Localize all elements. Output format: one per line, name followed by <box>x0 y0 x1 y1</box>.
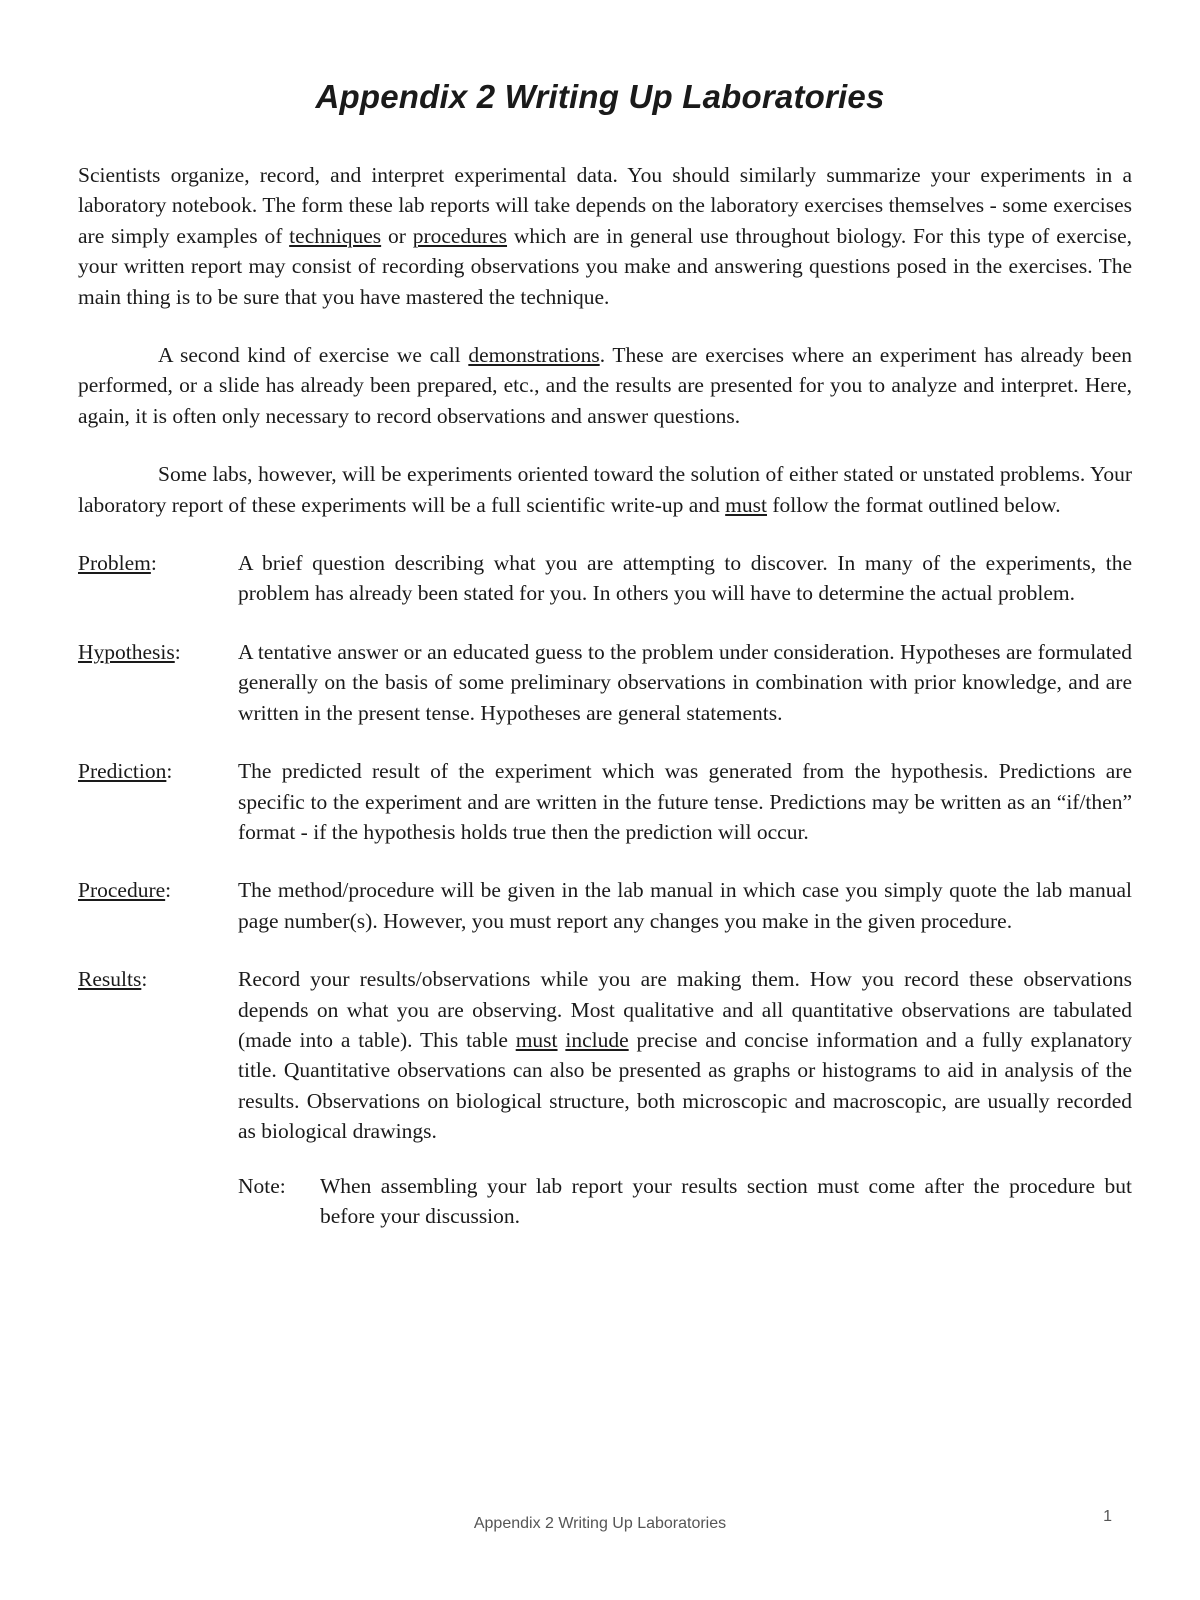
underlined-term-must: must <box>515 1027 558 1052</box>
section-term <box>78 756 172 786</box>
term-colon: : <box>141 967 148 992</box>
section-procedure <box>78 875 1132 936</box>
term-colon: : <box>166 759 173 784</box>
term-prediction: Prediction <box>78 759 167 784</box>
term-colon: : <box>165 878 172 903</box>
term-hypothesis: Hypothesis <box>78 639 175 664</box>
section-description <box>238 964 1132 1146</box>
term-problem: Problem <box>78 551 151 576</box>
intro-paragraph <box>78 160 1132 312</box>
section-problem <box>78 548 1132 609</box>
page-title: Appendix 2 Writing Up Laboratories <box>315 78 885 115</box>
section-term <box>78 637 181 667</box>
text-run: precise and concise information and a fully explanatory title. Quantitative observations can also be presented as graphs or histograms to aid in analysis of the results. Observations on biological structure, both microscopic and macroscopic, are usually recorded as biological drawings. <box>238 1027 1132 1144</box>
note-text: When assembling your lab report your results section must come after the procedure but before your discussion. <box>320 1173 1132 1228</box>
section-term <box>78 548 157 578</box>
section-description: The predicted result of the experiment which was generated from the hypothesis. Predictions are specific to the experiment and are written in the future tense. Predictions may be written as an “if/then” format - if the hypothesis holds true then the prediction will occur. <box>238 759 1132 844</box>
section-results <box>78 964 1132 1146</box>
term-colon: : <box>174 639 181 664</box>
section-term <box>78 964 147 994</box>
underlined-term-must: must <box>725 492 767 517</box>
text-run: or <box>381 223 413 248</box>
text-run: . These are exercises where an experiment has already been performed, or a slide has already been prepared, etc., and the results are presented for you to analyze and interpret. Here, again, it is often only necessary to record observations and answer questions. <box>78 343 1132 428</box>
page-number: 1 <box>1103 1508 1112 1525</box>
note-label: Note: <box>238 1173 286 1198</box>
text-run: Record your results/observations while you are making them. How you record these observations depends on what you are observing. Most qualitative and all quantitative observations are tabulated (made into a table). This table <box>238 967 1132 1052</box>
term-results: Results <box>78 967 142 992</box>
section-description: A tentative answer or an educated guess to the problem under consideration. Hypotheses are formulated generally on the basis of some preliminary observations in combination with prior knowledge, and are written in the present tense. Hypotheses are general statements. <box>238 639 1132 725</box>
page-footer: Appendix 2 Writing Up Laboratories <box>473 1515 727 1532</box>
text-run: follow the format outlined below. <box>767 492 1061 517</box>
text-run: Scientists organize, record, and interpret experimental data. You should similarly summarize your experiments in a laboratory notebook. The form these lab reports will take depends on the laboratory exercises themselves - some exercises are simply examples of <box>78 163 1132 248</box>
section-description: The method/procedure will be given in the lab manual in which case you simply quote the lab manual page number(s). However, you must report any changes you make in the given procedure. <box>238 878 1132 933</box>
term-colon: : <box>150 551 157 576</box>
underlined-term-procedures: procedures <box>412 223 508 248</box>
underlined-term-demonstrations: demonstrations <box>468 343 600 368</box>
text-run: A second kind of exercise we call <box>158 343 469 368</box>
section-hypothesis <box>78 637 1132 728</box>
underlined-term-include: include <box>565 1027 629 1052</box>
document-body <box>78 160 1132 1231</box>
section-prediction <box>78 756 1132 847</box>
section-term <box>78 875 171 905</box>
term-procedure: Procedure <box>78 878 166 903</box>
text-run: which are in general use throughout biology. For this type of exercise, your written report may consist of recording observations you make and answering questions posed in the exercises. The main thing is to be sure that you have mastered the technique. <box>78 223 1132 309</box>
underlined-term-techniques: techniques <box>289 223 382 248</box>
demonstrations-paragraph <box>78 340 1132 431</box>
section-description: A brief question describing what you are attempting to discover. In many of the experiments, the problem has already been stated for you. In others you will have to determine the actual problem. <box>238 551 1132 606</box>
text-run: Some labs, however, will be experiments oriented toward the solution of either stated or unstated problems. Your laboratory report of these experiments will be a full scientific write-up and <box>78 462 1132 517</box>
experiments-paragraph <box>78 459 1132 520</box>
results-note <box>238 1171 1132 1232</box>
